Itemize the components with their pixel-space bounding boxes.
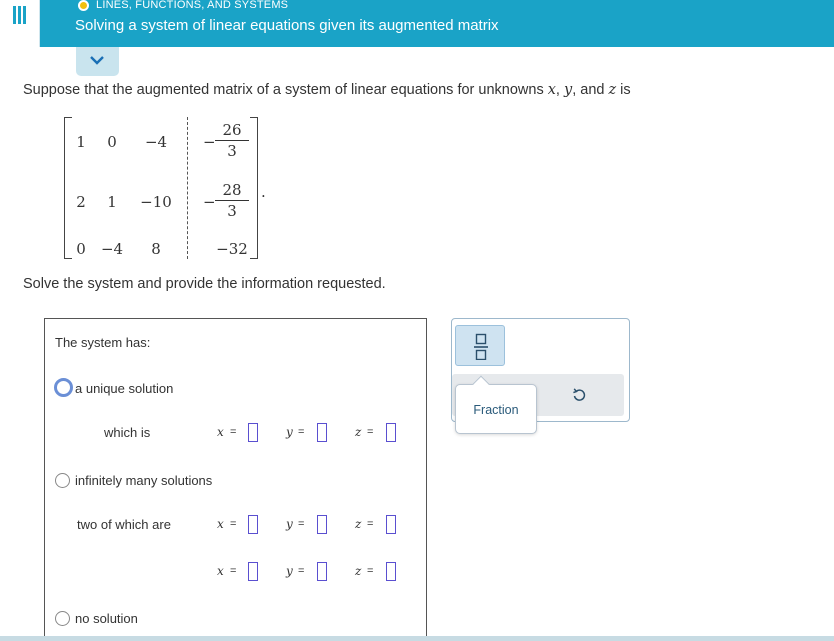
system-has-label: The system has: xyxy=(55,335,151,350)
radio-infinitely-many[interactable] xyxy=(55,473,70,488)
var-x-label: x xyxy=(217,564,224,578)
matrix-rhs-cell: −32 xyxy=(216,240,248,258)
augmented-matrix xyxy=(64,117,264,259)
var-x-label: x xyxy=(217,517,224,531)
option-label-unique: a unique solution xyxy=(75,381,174,396)
page-title: Solving a system of linear equations given its augmented matrix xyxy=(75,17,499,34)
matrix-cell: 0 xyxy=(76,240,86,258)
fraction-tooltip xyxy=(455,384,537,434)
matrix-right-bracket xyxy=(250,117,258,259)
radio-no-solution[interactable] xyxy=(55,611,70,626)
equals-sign: = xyxy=(230,426,237,438)
which-is-label: which is xyxy=(104,425,151,440)
inf2-x-input[interactable] xyxy=(248,562,258,581)
var-z-label: z xyxy=(355,425,362,439)
matrix-cell: −10 xyxy=(140,193,172,211)
tooltip-text: Fraction xyxy=(473,403,519,417)
menu-icon xyxy=(13,6,16,24)
matrix-cell: 2 xyxy=(76,193,86,211)
matrix-rhs-sign: − xyxy=(203,133,216,151)
fraction-icon xyxy=(473,333,489,360)
topic-label: LINES, FUNCTIONS, AND SYSTEMS xyxy=(96,0,289,11)
var-z-label: z xyxy=(355,564,362,578)
equals-sign: = xyxy=(230,565,237,577)
answer-area xyxy=(44,318,427,641)
var-y-label: y xyxy=(286,425,293,439)
var-z-label: z xyxy=(355,517,362,531)
matrix-rhs-fraction: $\frac{28}{3}$ xyxy=(215,180,249,221)
topic-status-dot xyxy=(78,0,89,11)
redo-icon[interactable] xyxy=(571,387,587,403)
matrix-period: . xyxy=(261,183,266,201)
menu-button[interactable] xyxy=(0,0,40,47)
var-y-label: y xyxy=(286,564,293,578)
equals-sign: = xyxy=(367,565,374,577)
option-label-none: no solution xyxy=(75,611,138,626)
chevron-down-icon xyxy=(90,56,104,65)
inf1-z-input[interactable] xyxy=(386,515,396,534)
unique-y-input[interactable] xyxy=(317,423,327,442)
augment-separator xyxy=(187,117,188,259)
option-label-infinite: infinitely many solutions xyxy=(75,473,213,488)
matrix-cell: 0 xyxy=(107,133,117,151)
unique-z-input[interactable] xyxy=(386,423,396,442)
var-y-label: y xyxy=(286,517,293,531)
matrix-cell: −4 xyxy=(100,240,124,258)
inf1-x-input[interactable] xyxy=(248,515,258,534)
two-of-which-label: two of which are xyxy=(77,517,171,532)
matrix-cell: 8 xyxy=(151,240,161,258)
equals-sign: = xyxy=(298,426,305,438)
equals-sign: = xyxy=(230,518,237,530)
problem-prompt: Suppose that the augmented matrix of a system of linear equations for unknowns x, y, and z is xyxy=(23,82,631,98)
matrix-rhs-fraction: $\frac{26}{3}$ xyxy=(215,120,249,161)
radio-unique-solution[interactable] xyxy=(54,378,73,397)
inf2-y-input[interactable] xyxy=(317,562,327,581)
equals-sign: = xyxy=(298,565,305,577)
equals-sign: = xyxy=(298,518,305,530)
matrix-cell: 1 xyxy=(107,193,117,211)
fraction-button[interactable] xyxy=(455,325,505,366)
var-x-label: x xyxy=(217,425,224,439)
equals-sign: = xyxy=(367,426,374,438)
collapse-header-button[interactable] xyxy=(76,47,119,76)
matrix-cell: 1 xyxy=(76,133,86,151)
header-bar xyxy=(0,0,834,47)
inf1-y-input[interactable] xyxy=(317,515,327,534)
unique-x-input[interactable] xyxy=(248,423,258,442)
instruction-text: Solve the system and provide the information requested. xyxy=(23,276,386,292)
matrix-rhs-sign: − xyxy=(203,193,216,211)
matrix-cell: −4 xyxy=(144,133,168,151)
math-tool-panel xyxy=(451,318,630,422)
inf2-z-input[interactable] xyxy=(386,562,396,581)
equals-sign: = xyxy=(367,518,374,530)
bottom-divider xyxy=(0,636,834,641)
